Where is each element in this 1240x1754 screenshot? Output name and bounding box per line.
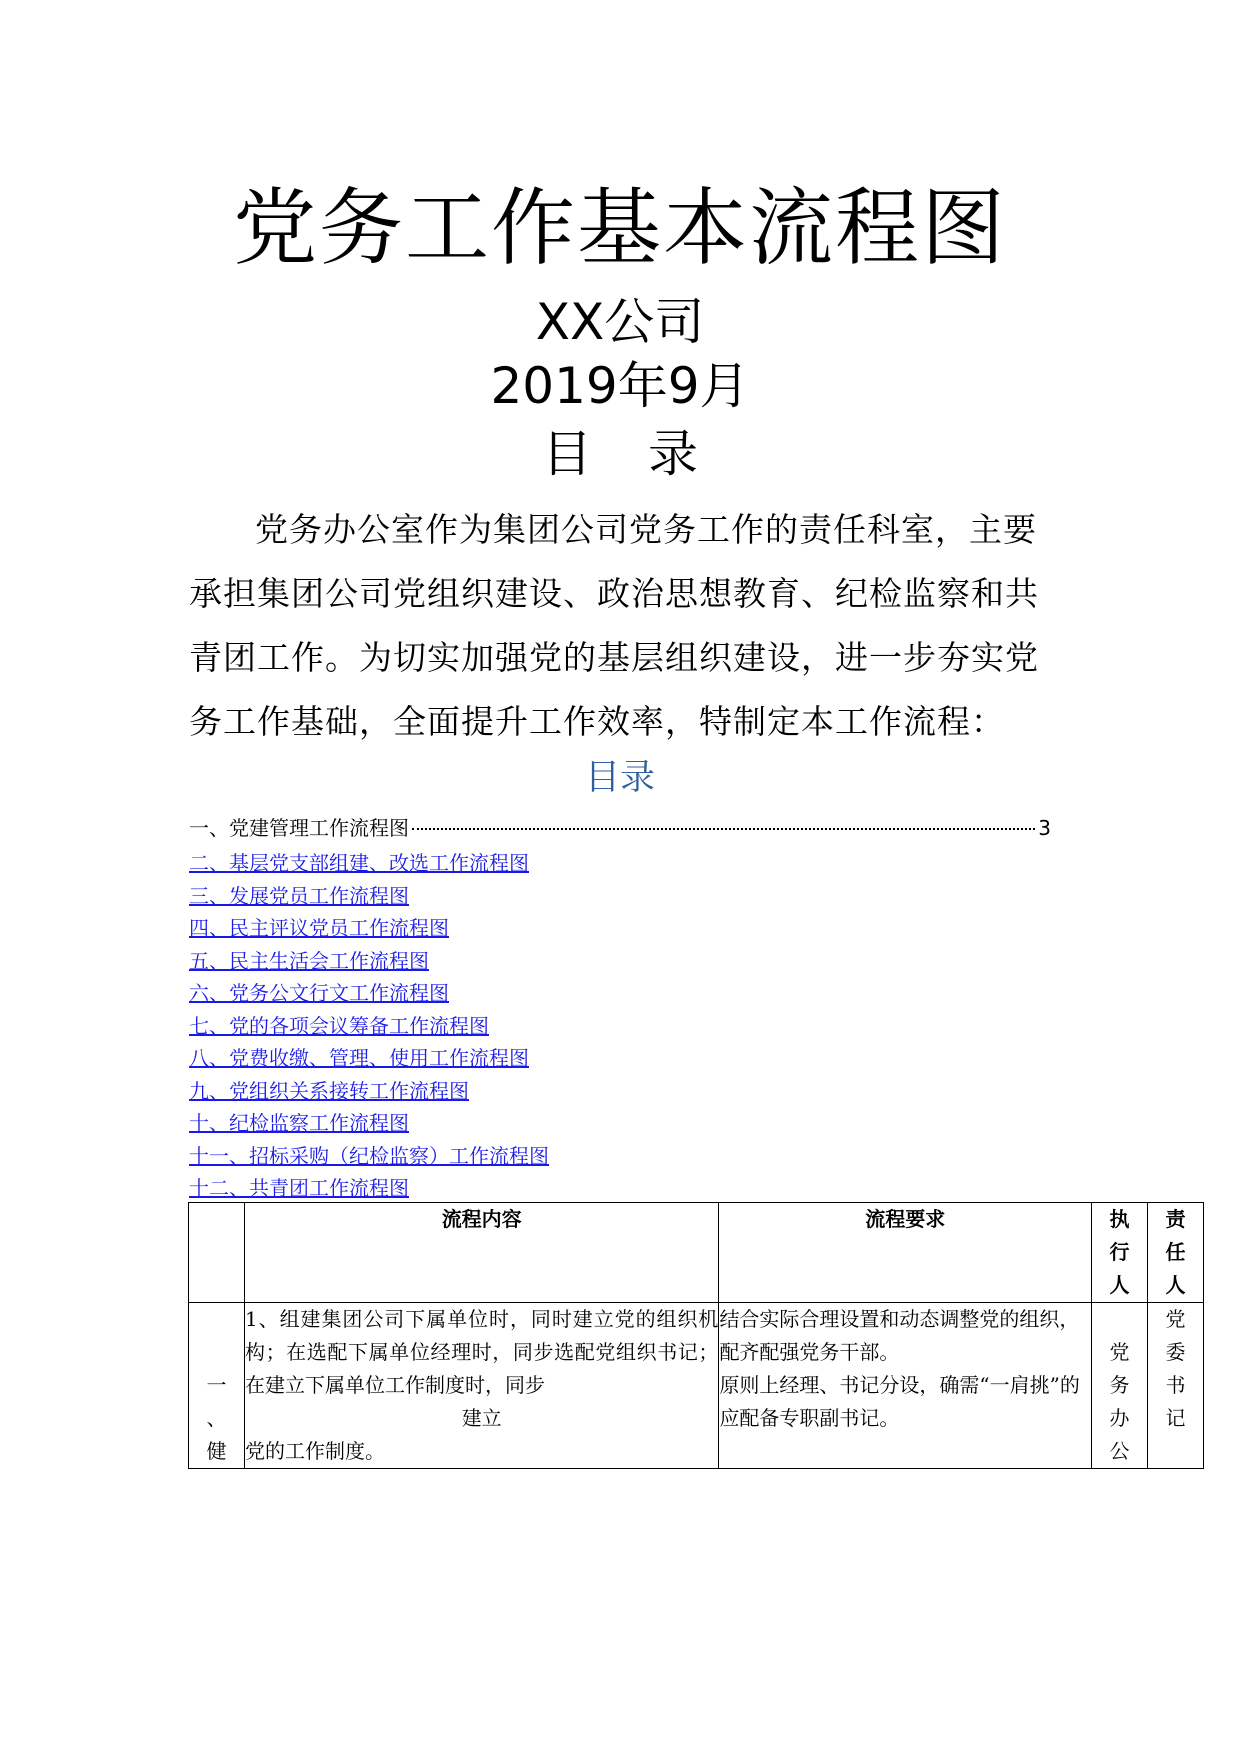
header-responsible-char: 人 bbox=[1165, 1273, 1186, 1297]
table-row bbox=[189, 1303, 1204, 1469]
toc-entry-11 bbox=[189, 1140, 549, 1173]
toc-link-9[interactable]: 九、党组织关系接转工作流程图 bbox=[189, 1078, 469, 1103]
row-requirement-text: 结合实际合理设置和动态调整党的组织，配齐配强党务干部。 bbox=[719, 1307, 1080, 1364]
header-responsible bbox=[1148, 1203, 1204, 1303]
contents-heading: 目 录 bbox=[542, 425, 698, 483]
header-executor-char: 执 bbox=[1109, 1207, 1130, 1231]
toc-link-12[interactable]: 十二、共青团工作流程图 bbox=[189, 1176, 409, 1200]
company-name: XX公司 bbox=[535, 293, 705, 351]
row-requirement-text: 原则上经理、书记分设，确需“一肩挑”的应配备专职副书记。 bbox=[719, 1373, 1080, 1430]
row-executor-char: 党 bbox=[1109, 1340, 1130, 1364]
toc-entry-7 bbox=[189, 1010, 549, 1043]
toc-heading: 目录 bbox=[584, 758, 655, 798]
row-responsible-char: 书 bbox=[1165, 1373, 1186, 1397]
toc-list bbox=[189, 847, 549, 1205]
row-executor-char: 公 bbox=[1109, 1439, 1130, 1463]
row-content-center-text: 建立 bbox=[461, 1406, 502, 1430]
row-content-text: 1、组建集团公司下属单位时，同时建立党的组织机构；在选配下属单位经理时，同步选配党组织书记；在建立下属单位工作制度时，同步 bbox=[244, 1307, 719, 1397]
header-executor-char: 人 bbox=[1109, 1273, 1130, 1297]
row-requirement-cell bbox=[719, 1303, 1092, 1469]
row-content-tail-text: 党的工作制度。 bbox=[244, 1439, 385, 1463]
toc-entry-5 bbox=[189, 945, 549, 978]
row-category-char: 、 bbox=[206, 1406, 227, 1430]
toc-entry-label: 一、党建管理工作流程图 bbox=[189, 816, 409, 840]
toc-entry-10 bbox=[189, 1107, 549, 1140]
header-process-content: 流程内容 bbox=[244, 1203, 718, 1303]
document-date: 2019年9月 bbox=[490, 357, 750, 415]
row-responsible-char: 委 bbox=[1165, 1340, 1186, 1364]
toc-entry-4 bbox=[189, 912, 549, 945]
header-process-requirement: 流程要求 bbox=[719, 1203, 1092, 1303]
toc-entry-9 bbox=[189, 1075, 549, 1108]
row-content-cell bbox=[244, 1303, 718, 1469]
toc-link-4[interactable]: 四、民主评议党员工作流程图 bbox=[189, 916, 449, 940]
row-responsible-char: 记 bbox=[1165, 1406, 1186, 1430]
document-title: 党务工作基本流程图 bbox=[232, 179, 1007, 277]
toc-page-number: 3 bbox=[1038, 816, 1051, 840]
row-executor-char: 办 bbox=[1109, 1406, 1130, 1430]
intro-paragraph: 党务办公室作为集团公司党务工作的责任科室，主要承担集团公司党组织建设、政治思想教育、纪检监察和共青团工作。为切实加强党的基层组织建设，进一步夯实党务工作基础，全面提升工作效率，特制定本工作流程： bbox=[189, 510, 1039, 741]
toc-entry-6 bbox=[189, 977, 549, 1010]
row-responsible-cell bbox=[1148, 1303, 1204, 1469]
row-category-char: 健 bbox=[206, 1439, 227, 1463]
row-responsible-char: 党 bbox=[1165, 1307, 1186, 1331]
table-header-row bbox=[189, 1203, 1204, 1303]
toc-entry-1[interactable] bbox=[189, 815, 1051, 841]
toc-entry-3 bbox=[189, 880, 549, 913]
toc-link-10[interactable]: 十、纪检监察工作流程图 bbox=[189, 1111, 409, 1135]
row-category-char: 一 bbox=[206, 1373, 227, 1397]
toc-link-6[interactable]: 六、党务公文行文工作流程图 bbox=[189, 981, 449, 1005]
toc-entry-2 bbox=[189, 847, 549, 880]
header-executor-char: 行 bbox=[1109, 1240, 1130, 1264]
header-executor bbox=[1092, 1203, 1148, 1303]
toc-link-2[interactable]: 二、基层党支部组建、改选工作流程图 bbox=[189, 851, 529, 875]
row-executor-cell bbox=[1092, 1303, 1148, 1469]
toc-link-3[interactable]: 三、发展党员工作流程图 bbox=[189, 883, 409, 908]
toc-link-11[interactable]: 十一、招标采购（纪检监察）工作流程图 bbox=[189, 1143, 549, 1168]
toc-entry-8 bbox=[189, 1042, 549, 1075]
row-category-cell bbox=[189, 1303, 245, 1469]
process-table bbox=[188, 1202, 1204, 1469]
toc-leader-dots bbox=[412, 828, 1035, 830]
toc-link-8[interactable]: 八、党费收缴、管理、使用工作流程图 bbox=[189, 1046, 529, 1070]
header-responsible-char: 任 bbox=[1165, 1240, 1186, 1264]
row-executor-char: 务 bbox=[1109, 1373, 1130, 1397]
header-blank-cell bbox=[189, 1203, 245, 1303]
toc-link-5[interactable]: 五、民主生活会工作流程图 bbox=[189, 948, 429, 973]
toc-link-7[interactable]: 七、党的各项会议筹备工作流程图 bbox=[189, 1013, 489, 1038]
header-responsible-char: 责 bbox=[1165, 1207, 1186, 1231]
toc-entry-12 bbox=[189, 1172, 549, 1205]
